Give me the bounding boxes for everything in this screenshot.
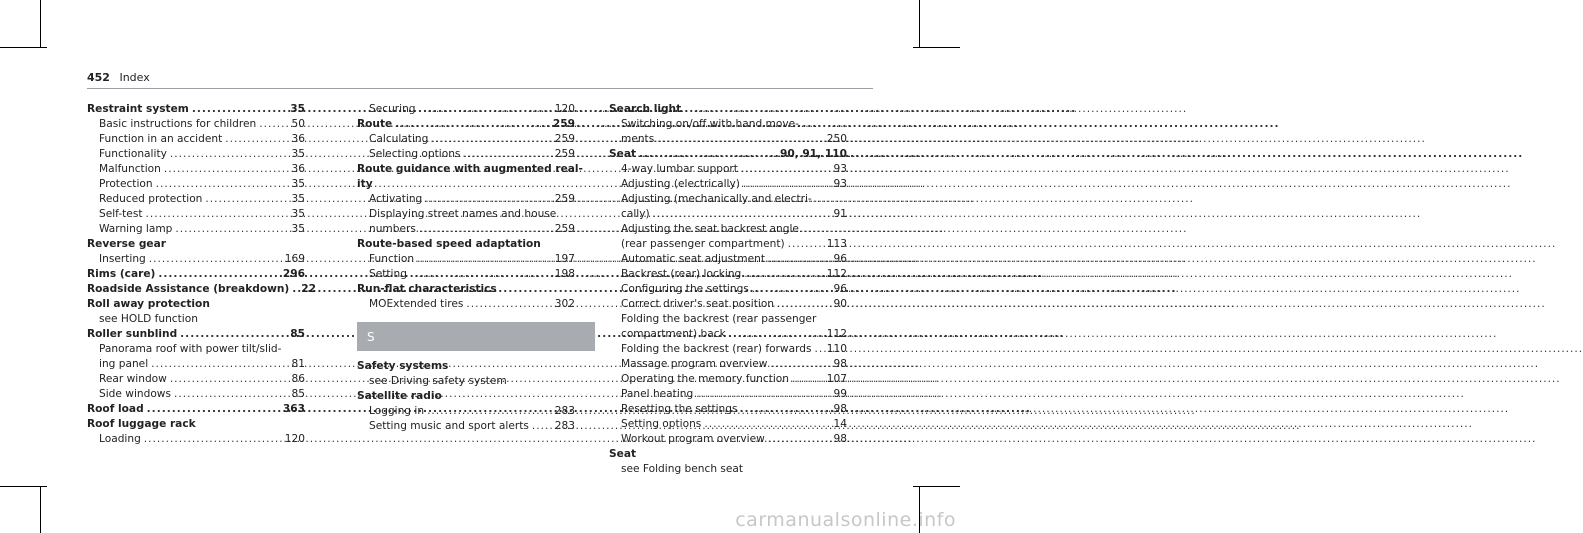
index-subentry[interactable] (357, 132, 575, 147)
crop-mark (0, 47, 47, 48)
page-reference[interactable]: 36 (291, 163, 305, 175)
dot-leader (410, 267, 552, 282)
entry-text: Adjusting (electrically) (621, 178, 740, 190)
entry-text: Workout program overview (621, 433, 765, 445)
entry-text: Basic instructions for children (99, 118, 257, 130)
entry-text: Function (369, 253, 415, 265)
entry-text: Reverse gear (87, 238, 166, 250)
dot-leader (466, 297, 551, 312)
index-entry[interactable] (87, 267, 305, 282)
entry-text: Roof luggage rack (87, 418, 196, 430)
index-subentry[interactable] (609, 387, 847, 402)
entry-text: Securing (369, 103, 416, 115)
page-reference[interactable]: 98 (833, 403, 847, 415)
index-entry[interactable] (87, 402, 305, 417)
index-entry (87, 237, 305, 252)
index-subentry (609, 192, 847, 207)
page-reference[interactable]: 250 (826, 133, 847, 145)
page-reference[interactable]: 86 (291, 373, 305, 385)
index-entry (87, 417, 305, 432)
page-reference[interactable]: 98 (833, 358, 847, 370)
page-reference[interactable]: 113 (826, 238, 847, 250)
entry-text: ing panel (99, 358, 149, 370)
dot-leader (259, 117, 288, 132)
page-reference[interactable]: 93 (833, 178, 847, 190)
index-subentry[interactable] (357, 102, 575, 117)
entry-text: Backrest (rear) locking (621, 268, 742, 280)
index-subentry (609, 222, 847, 237)
entry-text: Calculating (369, 133, 429, 145)
dot-leader (164, 162, 289, 177)
dot-leader (425, 192, 551, 207)
index-subentry[interactable] (357, 267, 575, 282)
index-entry[interactable] (87, 282, 317, 297)
page-reference[interactable]: 14 (833, 418, 847, 430)
index-entry (87, 297, 305, 312)
index-subentry[interactable] (609, 207, 847, 222)
page-reference[interactable]: 302 (554, 298, 575, 310)
index-entry (357, 359, 575, 374)
index-subentry[interactable] (87, 177, 305, 192)
entry-text: Setting music and sport alerts (369, 420, 529, 432)
index-entry (357, 177, 575, 192)
index-subentry[interactable] (357, 222, 575, 237)
index-column-1 (87, 102, 317, 447)
index-subentry[interactable] (609, 282, 847, 297)
entry-text: Configuring the settings (621, 283, 749, 295)
page-reference[interactable]: 98 (833, 433, 847, 445)
index-column-2 (357, 102, 583, 434)
page-reference[interactable]: 259 (554, 223, 575, 235)
dot-leader (657, 132, 824, 147)
index-subentry[interactable] (357, 404, 575, 419)
crop-mark (0, 486, 47, 487)
index-subentry[interactable] (87, 192, 305, 207)
page-number: 452 (87, 71, 110, 84)
entry-text: Rear window (99, 373, 167, 385)
entry-text: Folding the backrest (rear passenger (621, 313, 817, 325)
dot-leader (741, 402, 831, 417)
entry-text: (rear passenger compartment) (621, 238, 785, 250)
page-reference[interactable]: 90 (833, 298, 847, 310)
dot-leader (147, 402, 280, 417)
index-entry (609, 447, 847, 462)
page-reference[interactable]: 85 (291, 388, 305, 400)
page-reference[interactable]: 363 (282, 403, 305, 415)
page-reference[interactable]: 36 (291, 133, 305, 145)
page-reference[interactable]: 112 (826, 268, 847, 280)
index-entry (357, 389, 575, 404)
page-reference[interactable]: 283 (554, 420, 575, 432)
entry-text: Selecting options (369, 148, 461, 160)
entry-text: see Folding bench seat (621, 463, 744, 475)
index-subentry (357, 207, 575, 222)
dot-leader (174, 387, 289, 402)
entry-text: Reduced protection (99, 193, 203, 205)
index-subentry[interactable] (87, 387, 305, 402)
dot-leader (729, 327, 824, 342)
page-reference[interactable]: 35 (290, 103, 305, 115)
dot-leader (144, 432, 282, 447)
dot-leader (417, 252, 552, 267)
entry-text: Malfunction (99, 163, 161, 175)
page-reference[interactable]: 96 (833, 283, 847, 295)
index-entry (357, 162, 583, 177)
entry-text: Operating the memory function (621, 373, 789, 385)
dot-leader (696, 387, 830, 402)
index-entry (357, 237, 575, 252)
dot-leader (704, 417, 830, 432)
dot-leader (170, 372, 289, 387)
entry-text: numbers (369, 223, 416, 235)
index-column-3 (609, 102, 847, 477)
page-reference[interactable]: 283 (554, 405, 575, 417)
dot-leader (170, 147, 289, 162)
entry-text: Side windows (99, 388, 171, 400)
dot-leader (149, 252, 282, 267)
page-reference[interactable]: 35 (291, 148, 305, 160)
index-subentry (609, 312, 847, 327)
page-reference[interactable]: 81 (291, 358, 305, 370)
dot-leader (792, 372, 824, 387)
index-subentry[interactable] (609, 267, 847, 282)
entry-text: Safety systems (357, 360, 449, 372)
page-reference[interactable]: 93 (833, 163, 847, 175)
index-subentry[interactable] (609, 342, 847, 357)
index-subentry[interactable] (87, 132, 305, 147)
dot-leader (180, 327, 287, 342)
page-reference[interactable]: 259 (554, 193, 575, 205)
entry-text: Satellite radio (357, 390, 442, 402)
index-entry[interactable] (357, 117, 575, 132)
crop-mark (40, 0, 41, 47)
index-subentry[interactable] (609, 417, 847, 432)
entry-text: Resetting the settings (621, 403, 738, 415)
dot-leader (770, 357, 830, 372)
dot-leader (463, 147, 551, 162)
page-reference[interactable]: 99 (833, 388, 847, 400)
index-subentry[interactable] (87, 372, 305, 387)
index-subentry (357, 374, 575, 389)
index-subentry[interactable] (609, 402, 847, 417)
index-subentry[interactable] (609, 372, 847, 387)
crop-mark (40, 486, 41, 533)
index-subentry[interactable] (357, 252, 575, 267)
dot-leader (395, 117, 550, 132)
dot-leader (752, 282, 831, 297)
entry-text: Rims (care) (87, 268, 156, 280)
watermark: carmanualsonline.info (735, 509, 956, 531)
index-subentry (87, 342, 305, 357)
index-subentry[interactable] (609, 177, 847, 192)
entry-text: Loading (99, 433, 141, 445)
entry-text: Activating (369, 193, 423, 205)
entry-text: Seat (609, 448, 637, 460)
entry-text: Adjusting (mechanically and electri- (621, 193, 812, 205)
page-reference[interactable]: 296 (282, 268, 305, 280)
dot-leader (814, 342, 823, 357)
page-reference[interactable]: 96 (833, 253, 847, 265)
entry-text: Protection (99, 178, 153, 190)
index-subentry[interactable] (87, 252, 305, 267)
page-reference[interactable]: 198 (554, 268, 575, 280)
page-reference[interactable]: 35 (291, 208, 305, 220)
entry-text: Displaying street names and house (369, 208, 557, 220)
index-subentry[interactable] (609, 357, 847, 372)
crop-mark (913, 47, 960, 48)
dot-leader (205, 192, 288, 207)
index-entry (357, 282, 575, 297)
dot-leader (431, 132, 551, 147)
index-subentry (609, 117, 847, 132)
entry-text: Self-test (99, 208, 143, 220)
entry-text: Roadside Assistance (breakdown) (87, 283, 290, 295)
index-subentry[interactable] (87, 357, 305, 372)
entry-text: Restraint system (87, 103, 189, 115)
index-subentry[interactable] (609, 432, 847, 447)
header-divider (87, 88, 873, 89)
dot-leader (419, 222, 552, 237)
entry-text: Automatic seat adjustment (621, 253, 765, 265)
entry-text: Massage program overview (621, 358, 768, 370)
dot-leader (777, 297, 831, 312)
dot-leader (768, 432, 831, 447)
entry-text: Run-flat characteristics (357, 283, 497, 295)
page-reference[interactable]: 90, 91, 110 (779, 148, 847, 160)
dot-leader (768, 252, 831, 267)
index-subentry[interactable] (87, 222, 305, 237)
dot-leader (653, 207, 831, 222)
index-subentry[interactable] (609, 162, 847, 177)
section-title: Index (119, 71, 150, 84)
entry-text: Seat (609, 148, 637, 160)
index-entry (609, 102, 847, 117)
index-entry[interactable] (87, 327, 305, 342)
entry-text: Search light (609, 103, 682, 115)
entry-text: Route (357, 118, 393, 130)
dot-leader (741, 162, 831, 177)
page-reference[interactable]: 169 (284, 253, 305, 265)
dot-leader (175, 222, 288, 237)
entry-text: Switching on/off with hand move- (621, 118, 799, 130)
dot-leader (156, 177, 289, 192)
page-reference[interactable]: 110 (826, 343, 847, 355)
crop-mark (919, 0, 920, 47)
page-reference[interactable]: 112 (826, 328, 847, 340)
dot-leader (419, 102, 552, 117)
section-letter-bar (357, 322, 595, 351)
dot-leader (225, 132, 288, 147)
index-entry[interactable] (609, 147, 847, 162)
page-reference[interactable]: 197 (554, 253, 575, 265)
page-reference[interactable]: 85 (290, 328, 305, 340)
index-subentry (87, 312, 305, 327)
entry-text: Panel heating (621, 388, 694, 400)
dot-leader (158, 267, 280, 282)
index-subentry[interactable] (609, 252, 847, 267)
page-reference[interactable]: 120 (284, 433, 305, 445)
index-subentry[interactable] (357, 192, 575, 207)
entry-text: Adjusting the seat backrest angle (621, 223, 799, 235)
page-reference[interactable]: 35 (291, 193, 305, 205)
entry-text: Route guidance with augmented real- (357, 163, 583, 175)
entry-text: see Driving safety system (369, 375, 507, 387)
entry-text: see HOLD function (99, 313, 198, 325)
entry-text: Folding the backrest (rear) forwards (621, 343, 812, 355)
index-subentry[interactable] (357, 419, 575, 434)
dot-leader (192, 102, 287, 117)
entry-text: Functionality (99, 148, 167, 160)
entry-text: Setting options (621, 418, 702, 430)
entry-text: Roller sunblind (87, 328, 178, 340)
index-subentry[interactable] (87, 162, 305, 177)
dot-leader (151, 357, 288, 372)
page-reference[interactable]: 107 (826, 373, 847, 385)
index-subentry (609, 462, 847, 477)
entry-text: ity (357, 178, 373, 190)
entry-text: ments (621, 133, 655, 145)
entry-text: Correct driver's seat position (621, 298, 775, 310)
page-reference[interactable]: 22 (301, 283, 317, 295)
entry-text: Roll away protection (87, 298, 210, 310)
dot-leader (427, 404, 552, 419)
dot-leader (292, 282, 298, 297)
dot-leader (146, 207, 289, 222)
entry-text: Warning lamp (99, 223, 173, 235)
index-subentry[interactable] (87, 117, 305, 132)
entry-text: Logging in (369, 405, 425, 417)
dot-leader (532, 419, 552, 434)
entry-text: Inserting (99, 253, 146, 265)
index-subentry[interactable] (87, 432, 305, 447)
entry-text: Setting (369, 268, 407, 280)
page-reference[interactable]: 259 (552, 118, 575, 130)
entry-text: 4-way lumbar support (621, 163, 738, 175)
entry-text: Panorama roof with power tilt/slid- (99, 343, 282, 355)
entry-text: MOExtended tires (369, 298, 464, 310)
page-reference[interactable]: 50 (291, 118, 305, 130)
page-header (87, 71, 150, 84)
page-reference[interactable]: 259 (554, 148, 575, 160)
dot-leader (639, 147, 777, 162)
entry-text: cally) (621, 208, 650, 220)
section-letter: S (367, 329, 375, 344)
entry-text: compartment) back (621, 328, 726, 340)
entry-text: Roof load (87, 403, 144, 415)
index-subentry[interactable] (609, 327, 847, 342)
crop-mark (913, 486, 960, 487)
index-subentry[interactable] (87, 147, 305, 162)
dot-leader (744, 267, 823, 282)
dot-leader (788, 237, 824, 252)
index-subentry[interactable] (357, 297, 575, 312)
dot-leader (743, 177, 831, 192)
index-subentry[interactable] (609, 297, 847, 312)
page-reference[interactable]: 35 (291, 223, 305, 235)
index-subentry[interactable] (87, 207, 305, 222)
index-entry[interactable] (87, 102, 305, 117)
page-reference[interactable]: 35 (291, 178, 305, 190)
page-reference[interactable]: 91 (833, 208, 847, 220)
index-subentry[interactable] (357, 147, 575, 162)
entry-text: Function in an accident (99, 133, 223, 145)
entry-text: Route-based speed adaptation (357, 238, 541, 250)
index-subentry[interactable] (609, 132, 847, 147)
page-reference[interactable]: 120 (554, 103, 575, 115)
page-reference[interactable]: 259 (554, 133, 575, 145)
index-subentry[interactable] (609, 237, 847, 252)
